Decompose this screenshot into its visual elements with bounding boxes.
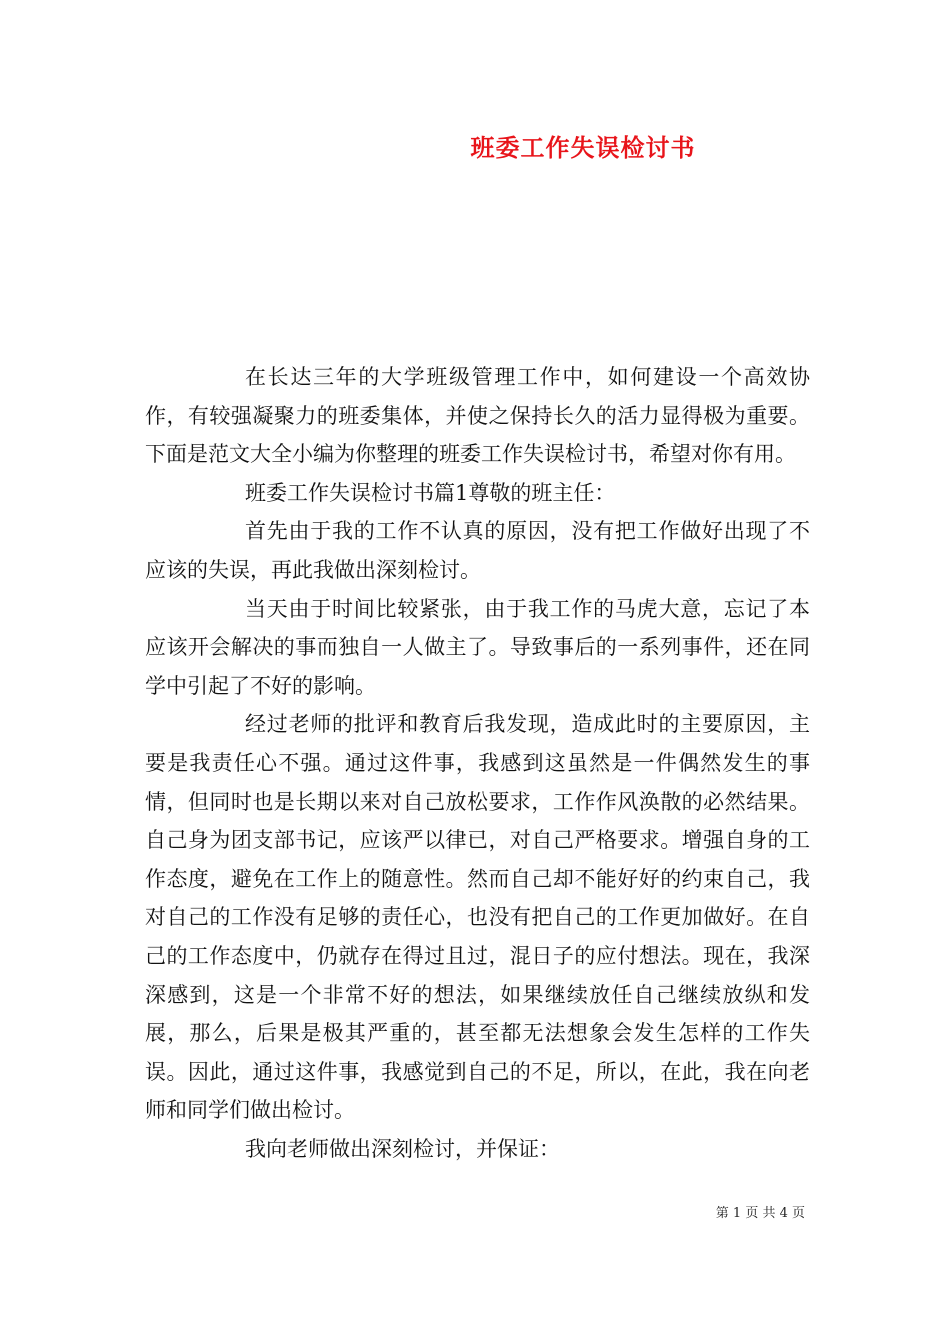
document-title: 班委工作失误检讨书 — [470, 133, 696, 162]
paragraph: 经过老师的批评和教育后我发现，造成此时的主要原因，主要是我责任心不强。通过这件事，我感到这虽然是一件偶然发生的事情，但同时也是长期以来对自己放松要求，工作作风涣散的必然结果。自己身为团支部书记，应该严以律已，对自己严格要求。增强自身的工作态度，避免在工作上的随意性。然而自己却不能好好的约束自己，我对自己的工作没有足够的责任心，也没有把自己的工作更加做好。在自己的工作态度中，仍就存在得过且过，混日子的应付想法。现在，我深深感到，这是一个非常不好的想法，如果继续放任自己继续放纵和发展，那么，后果是极其严重的，甚至都无法想象会发生怎样的工作失误。因此，通过这件事，我感觉到自己的不足，所以，在此，我在向老师和同学们做出检讨。 — [145, 712, 810, 1123]
paragraph: 当天由于时间比较紧张，由于我工作的马虎大意，忘记了本应该开会解决的事而独自一人做主了。导致事后的一系列事件，还在同学中引起了不好的影响。 — [145, 596, 810, 698]
page-number-footer: 第 1 页 共 4 页 — [715, 1206, 805, 1221]
document-body — [145, 358, 810, 1168]
paragraph: 在长达三年的大学班级管理工作中，如何建设一个高效协作，有较强凝聚力的班委集体，并使之保持长久的活力显得极为重要。下面是范文大全小编为你整理的班委工作失误检讨书，希望对你有用。 — [145, 365, 810, 467]
paragraph: 班委工作失误检讨书篇1尊敬的班主任： — [245, 480, 616, 505]
paragraph: 首先由于我的工作不认真的原因，没有把工作做好出现了不应该的失误，再此我做出深刻检讨。 — [145, 519, 810, 582]
paragraph: 我向老师做出深刻检讨，并保证： — [245, 1136, 560, 1161]
